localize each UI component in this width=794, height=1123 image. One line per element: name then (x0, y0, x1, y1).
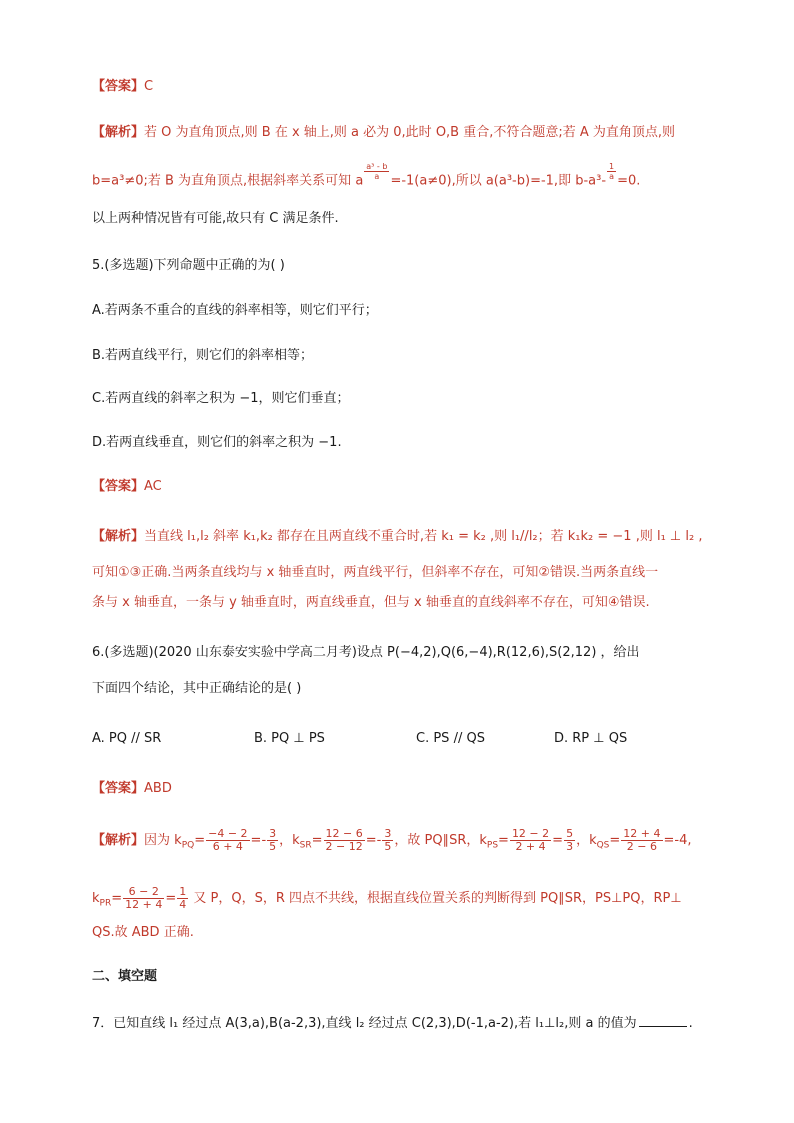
q5-stem: 5.(多选题)下列命题中正确的为( ) (92, 258, 285, 273)
q4-solution-line-1: 【解析】若 O 为直角顶点,则 B 在 x 轴上,则 a 必为 0,此时 O,B 重合,不符合题意;若 A 为直角顶点,则 (92, 125, 676, 140)
answer-value: C (144, 79, 154, 94)
q6-option-a: A. PQ // SR (92, 731, 162, 746)
q4-answer (92, 78, 153, 96)
q6-answer: 【答案】ABD (92, 781, 172, 796)
q6-solution-line-2: $k_{PR}=$ $\frac{6 - 2}{12 + 4}$ = $\frac{1}{4}$ 又 P，Q，S，R 四点不共线，根据直线位置关系的判断得到 PQ∥SR，PS⊥PQ，RP⊥ (92, 885, 682, 911)
fraction: $\frac{\text{a³ - b}}{a}$ (366, 162, 388, 181)
q6-option-b: B. PQ ⊥ PS (254, 731, 325, 746)
q6-stem-line-2: 下面四个结论，其中正确结论的是( ) (92, 681, 302, 696)
q6-option-d: D. RP ⊥ QS (554, 731, 628, 746)
q6-option-c: C. PS // QS (416, 731, 485, 746)
q5-option-d: D.若两直线垂直，则它们的斜率之积为 −1. (92, 435, 342, 450)
q5-answer: 【答案】AC (92, 479, 162, 494)
answer-label: 【答案】 (92, 79, 145, 94)
q5-option-c: C.若两直线的斜率之积为 −1，则它们垂直； (92, 391, 350, 406)
fraction: $\frac{1}{a}$ (609, 162, 615, 181)
q5-option-a: A.若两条不重合的直线的斜率相等，则它们平行； (92, 303, 378, 318)
answer-blank (639, 1012, 687, 1027)
q5-solution-line-2: 可知①③正确.当两条直线均与 x 轴垂直时，两直线平行，但斜率不存在，可知②错误.当两条直线一 (92, 565, 659, 580)
q4-solution-line-3: 以上两种情况皆有可能,故只有 C 满足条件. (92, 211, 339, 226)
q5-option-b: B.若两直线平行，则它们的斜率相等； (92, 348, 314, 363)
q6-solution-line-3: QS.故 ABD 正确. (92, 925, 194, 940)
q5-solution-line-1: 【解析】当直线 l₁,l₂ 斜率 k₁,k₂ 都存在且两直线不重合时,若 k₁ = k₂ ,则 l₁//l₂；若 k₁k₂ = −1 ,则 l₁ ⊥ l₂ , (92, 529, 703, 544)
q6-stem-line-1: 6.(多选题)(2020 山东泰安实验中学高二月考)设点 P(−4,2),Q(6,−4),R(12,6),S(2,12) ，给出 (92, 645, 640, 660)
section-heading: 二、填空题 (92, 969, 158, 984)
q6-solution-line-1: 【解析】因为 $k_{PQ}=$ $\frac{-4 - 2}{6 + 4}$ =- $\frac{3}{5}$ ，$k_{SR}=$ $\frac{12 - 6}{2 - 12}$ =- $\frac{3}{5}$ ，故 PQ∥SR，$k_{PS}=$ $\frac{12 - 2}{2 + 4}$ = $\frac{5}{3}$ ，$k_{QS}=$ $\frac{12 + 4}{2 - 6}$ =-4, (92, 827, 692, 853)
q4-solution-line-2: b=a³≠0;若 B 为直角顶点,根据斜率关系可知 a $\frac{\text{a³ - b}}{a}$ =-1(a≠0),所以 a(a³-b)=-1,即 b-a³- $\frac{1}{a}$ =0. (92, 162, 641, 189)
q7-stem: 7．已知直线 l₁ 经过点 A(3,a),B(a-2,3),直线 l₂ 经过点 C(2,3),D(-1,a-2),若 l₁⊥l₂,则 a 的值为 . (92, 1012, 693, 1033)
solution-label: 【解析】 (92, 125, 145, 140)
q5-solution-line-3: 条与 x 轴垂直，一条与 y 轴垂直时，两直线垂直，但与 x 轴垂直的直线斜率不存在，可知④错误. (92, 595, 650, 610)
